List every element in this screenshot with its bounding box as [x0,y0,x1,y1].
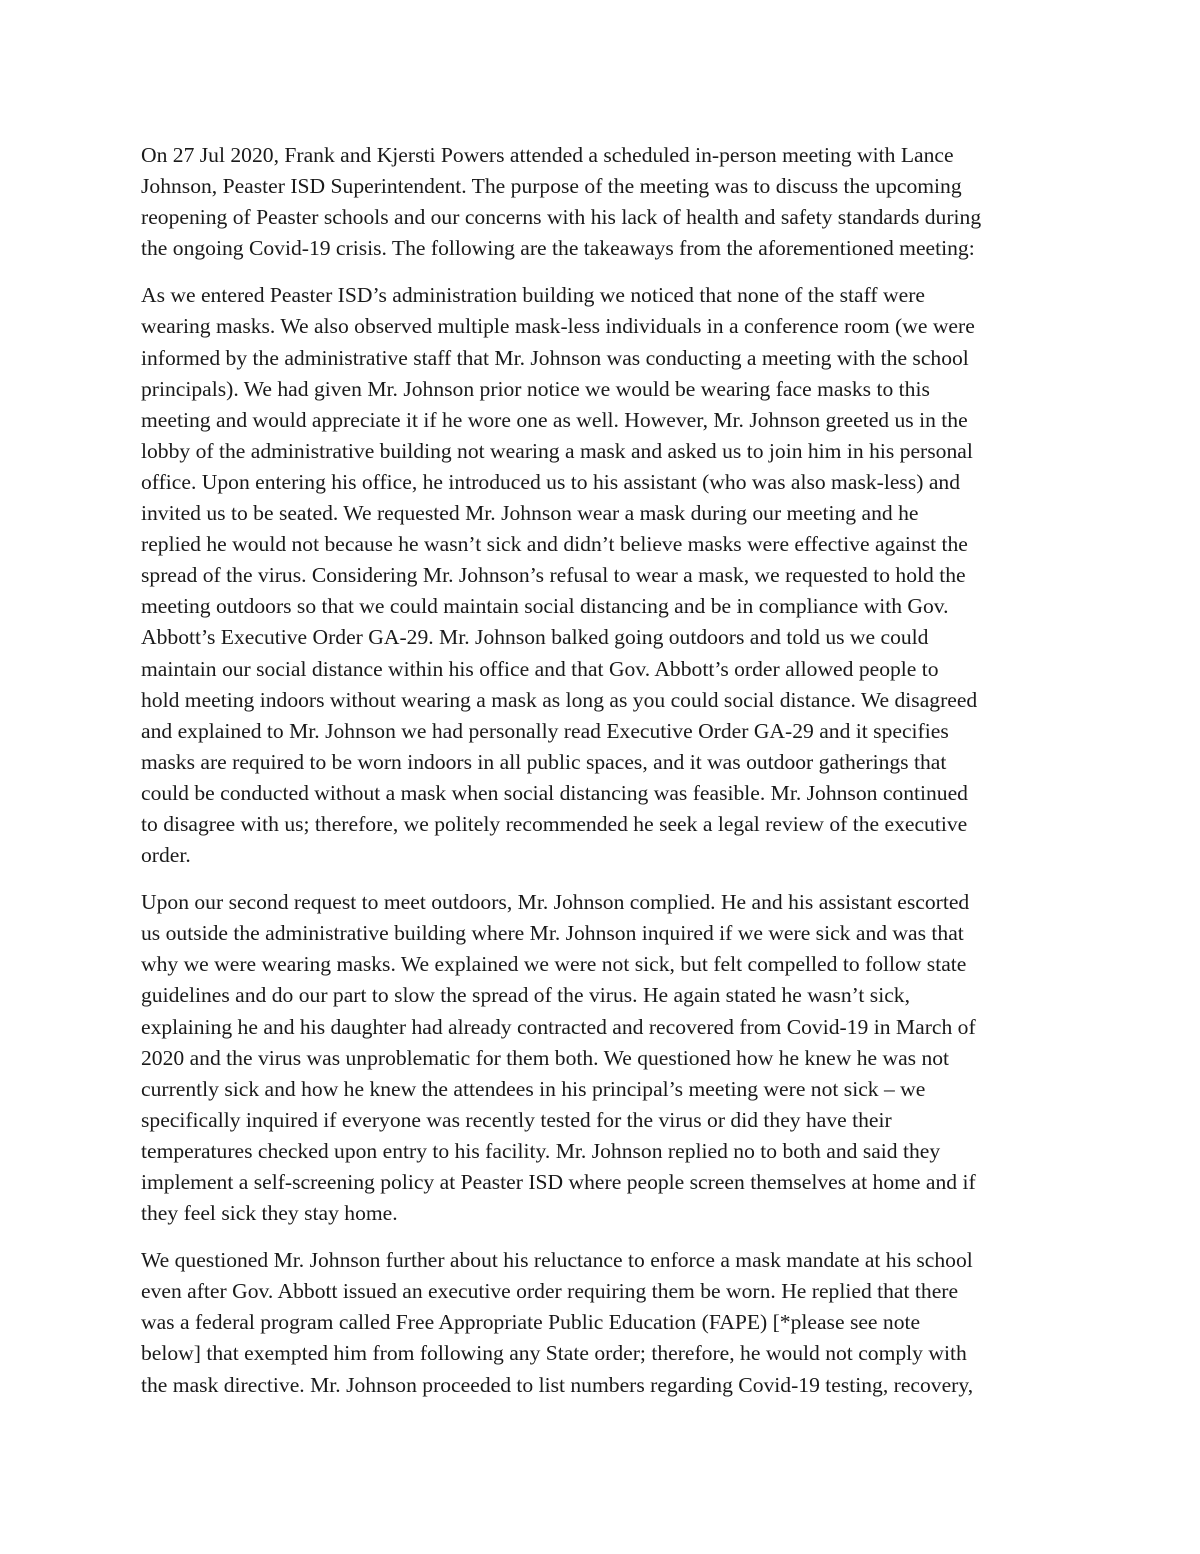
text-line: the mask directive. Mr. Johnson proceeded to list numbers regarding Covid-19 testing, recovery, [141,1372,974,1397]
text-line: specifically inquired if everyone was recently tested for the virus or did they have their [141,1107,892,1132]
text-line: reopening of Peaster schools and our concerns with his lack of health and safety standards during [141,205,982,230]
paragraph-4 [141,1245,1059,1400]
text-line: principals). We had given Mr. Johnson prior notice we would be wearing face masks to this [141,376,930,401]
text-line: invited us to be seated. We requested Mr. Johnson wear a mask during our meeting and he [141,501,919,526]
text-line: even after Gov. Abbott issued an executive order requiring them be worn. He replied that there [141,1279,959,1304]
text-line: meeting and would appreciate it if he wore one as well. However, Mr. Johnson greeted us in the [141,407,968,432]
text-line: Abbott’s Executive Order GA-29. Mr. Johnson balked going outdoors and told us we could [141,625,929,650]
text-line: and explained to Mr. Johnson we had personally read Executive Order GA-29 and it specifies [141,718,949,743]
text-line: implement a self-screening policy at Peaster ISD where people screen themselves at home and if [141,1170,976,1194]
text-line: was a federal program called Free Appropriate Public Education (FAPE) [*please see note [141,1310,921,1335]
text-line: Johnson, Peaster ISD Superintendent. The purpose of the meeting was to discuss the upcoming [141,174,962,199]
text-line: maintain our social distance within his office and that Gov. Abbott’s order allowed people to [141,656,939,681]
text-line: the ongoing Covid-19 crisis. The following are the takeaways from the aforementioned meeting: [141,236,975,261]
paragraph-2 [141,280,1059,871]
text-line: hold meeting indoors without wearing a mask as long as you could social distance. We disagreed [141,687,978,712]
text-line: We questioned Mr. Johnson further about his reluctance to enforce a mask mandate at his school [141,1248,973,1273]
paragraph-3 [141,887,1059,1229]
text-line: lobby of the administrative building not wearing a mask and asked us to join him in his personal [141,438,973,463]
text-line: 2020 and the virus was unproblematic for them both. We questioned how he knew he was not [141,1045,950,1070]
text-line: masks are required to be worn indoors in all public spaces, and it was outdoor gatherings that [141,749,947,774]
document-body [141,140,1059,1417]
text-line: us outside the administrative building where Mr. Johnson inquired if we were sick and was that [141,921,964,946]
text-line: As we entered Peaster ISD’s administration building we noticed that none of the staff were [141,283,925,308]
text-line: guidelines and do our part to slow the spread of the virus. He again stated he wasn’t sick, [141,983,910,1008]
text-line: informed by the administrative staff that Mr. Johnson was conducting a meeting with the school [141,345,969,370]
text-line: wearing masks. We also observed multiple mask-less individuals in a conference room (we were [141,314,975,339]
text-line: why we were wearing masks. We explained we were not sick, but felt compelled to follow state [141,952,967,977]
text-line: spread of the virus. Considering Mr. Johnson’s refusal to wear a mask, we requested to hold the [141,563,966,588]
text-line: temperatures checked upon entry to his facility. Mr. Johnson replied no to both and said they [141,1138,941,1163]
text-line: meeting outdoors so that we could maintain social distancing and be in compliance with Gov. [141,594,949,619]
paragraph-1 [141,140,1059,264]
text-line: below] that exempted him from following any State order; therefore, he would not comply with [141,1341,967,1366]
text-line: they feel sick they stay home. [141,1201,398,1226]
text-line: replied he would not because he wasn’t sick and didn’t believe masks were effective against the [141,532,968,557]
text-line: explaining he and his daughter had already contracted and recovered from Covid-19 in March of [141,1014,976,1039]
text-line: order. [141,843,191,868]
text-line: could be conducted without a mask when social distancing was feasible. Mr. Johnson continued [141,780,968,805]
text-line: Upon our second request to meet outdoors, Mr. Johnson complied. He and his assistant escorted [141,890,970,915]
text-line: On 27 Jul 2020, Frank and Kjersti Powers attended a scheduled in-person meeting with Lance [141,143,954,167]
text-line: to disagree with us; therefore, we politely recommended he seek a legal review of the executive [141,811,968,836]
text-line: currently sick and how he knew the attendees in his principal’s meeting were not sick – we [141,1076,926,1101]
text-line: office. Upon entering his office, he introduced us to his assistant (who was also mask-less) and [141,469,960,494]
